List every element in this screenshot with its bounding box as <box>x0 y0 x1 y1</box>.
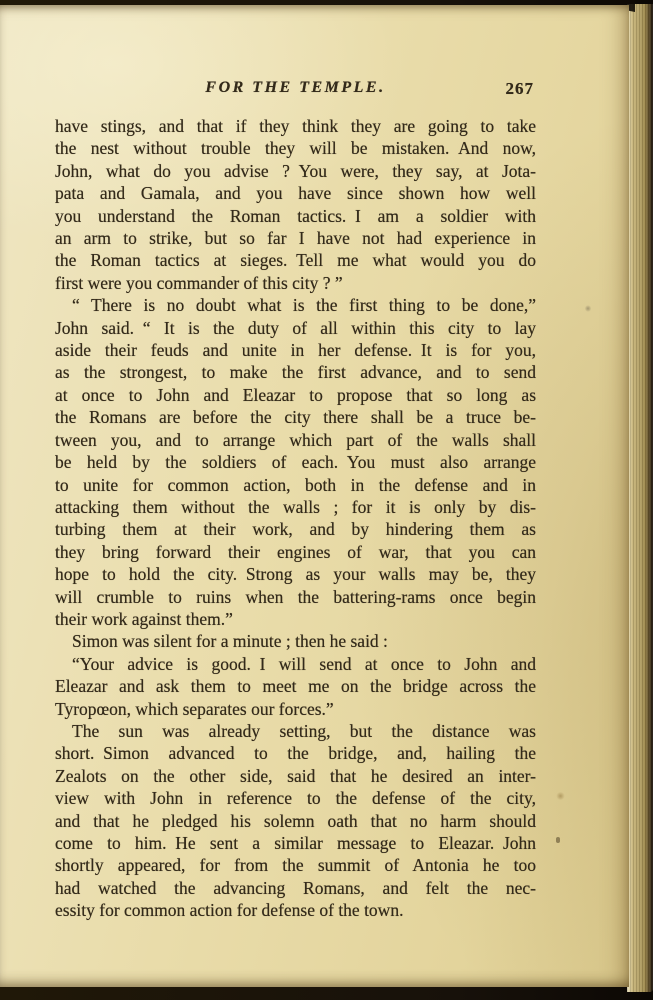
text-line: the Romans are before the city there shall be a truce be- <box>55 407 536 428</box>
text-line: aside their feuds and unite in her defense. It is for you, <box>55 340 536 361</box>
paragraph <box>55 720 536 922</box>
text-line: “Your advice is good. I will send at once to John and <box>72 653 536 674</box>
text-line: Zealots on the other side, said that he desired an inter- <box>55 765 536 786</box>
text-line: John said. “ It is the duty of all within this city to lay <box>55 317 536 338</box>
page-header <box>55 79 536 101</box>
text-line: will crumble to ruins when the battering-rams once begin <box>55 586 536 607</box>
foxing-spot <box>556 792 565 800</box>
ink-speck <box>556 837 560 843</box>
text-line: their work against them.” <box>55 608 233 629</box>
page-number: 267 <box>505 79 534 98</box>
text-line: the nest without trouble they will be mistaken. And now, <box>55 138 536 159</box>
paragraph <box>55 630 536 652</box>
text-line: be held by the soldiers of each. You must also arrange <box>55 452 536 473</box>
text-line: shortly appeared, for from the summit of Antonia he too <box>55 855 536 876</box>
text-line: attacking them without the walls ; for it is only by dis- <box>55 496 536 517</box>
text-line: at once to John and Eleazar to propose that so long as <box>55 384 536 405</box>
text-line: turbing them at their work, and by hindering them as <box>55 519 536 540</box>
paragraph <box>55 653 536 720</box>
text-line: John, what do you advise ? You were, they say, at Jota- <box>55 160 536 181</box>
text-line: had watched the advancing Romans, and felt the nec- <box>55 877 536 898</box>
page-body <box>55 115 536 922</box>
book-page <box>0 5 629 987</box>
text-line: as the strongest, to make the first advance, and to send <box>55 362 536 383</box>
text-line: Simon was silent for a minute ; then he said : <box>72 631 388 652</box>
page-stack-edge <box>627 4 653 992</box>
text-line: they bring forward their engines of war, that you can <box>55 541 536 562</box>
text-line: have stings, and that if they think they are going to take <box>55 116 536 136</box>
text-line: view with John in reference to the defense of the city, <box>55 788 536 809</box>
text-line: Tyropœon, which separates our forces.” <box>55 698 334 719</box>
text-line: an arm to strike, but so far I have not had experience in <box>55 228 536 249</box>
paragraph <box>55 294 536 630</box>
text-line: and that he pledged his solemn oath that no harm should <box>55 810 536 831</box>
text-line: come to him. He sent a similar message to Eleazar. John <box>55 833 536 853</box>
text-line: The sun was already setting, but the distance was <box>72 720 536 741</box>
ink-speck <box>585 305 591 312</box>
text-line: “ There is no doubt what is the first thing to be done,” <box>72 295 536 316</box>
text-line: to unite for common action, both in the defense and in <box>55 474 536 495</box>
text-line: the Roman tactics at sieges. Tell me what would you do <box>55 250 536 271</box>
paragraph <box>55 115 536 294</box>
text-line: you understand the Roman tactics. I am a soldier with <box>55 205 536 226</box>
text-line: tween you, and to arrange which part of the walls shall <box>55 429 536 450</box>
text-line: Eleazar and ask them to meet me on the bridge across the <box>55 676 536 697</box>
text-line: essity for common action for defense of the town. <box>55 900 404 921</box>
text-line: hope to hold the city. Strong as your walls may be, they <box>55 564 536 585</box>
text-line: first were you commander of this city ? ” <box>55 272 343 293</box>
running-title: FOR THE TEMPLE. <box>205 79 386 96</box>
text-line: short. Simon advanced to the bridge, and, hailing the <box>55 743 536 764</box>
text-line: pata and Gamala, and you have since shown how well <box>55 183 536 204</box>
